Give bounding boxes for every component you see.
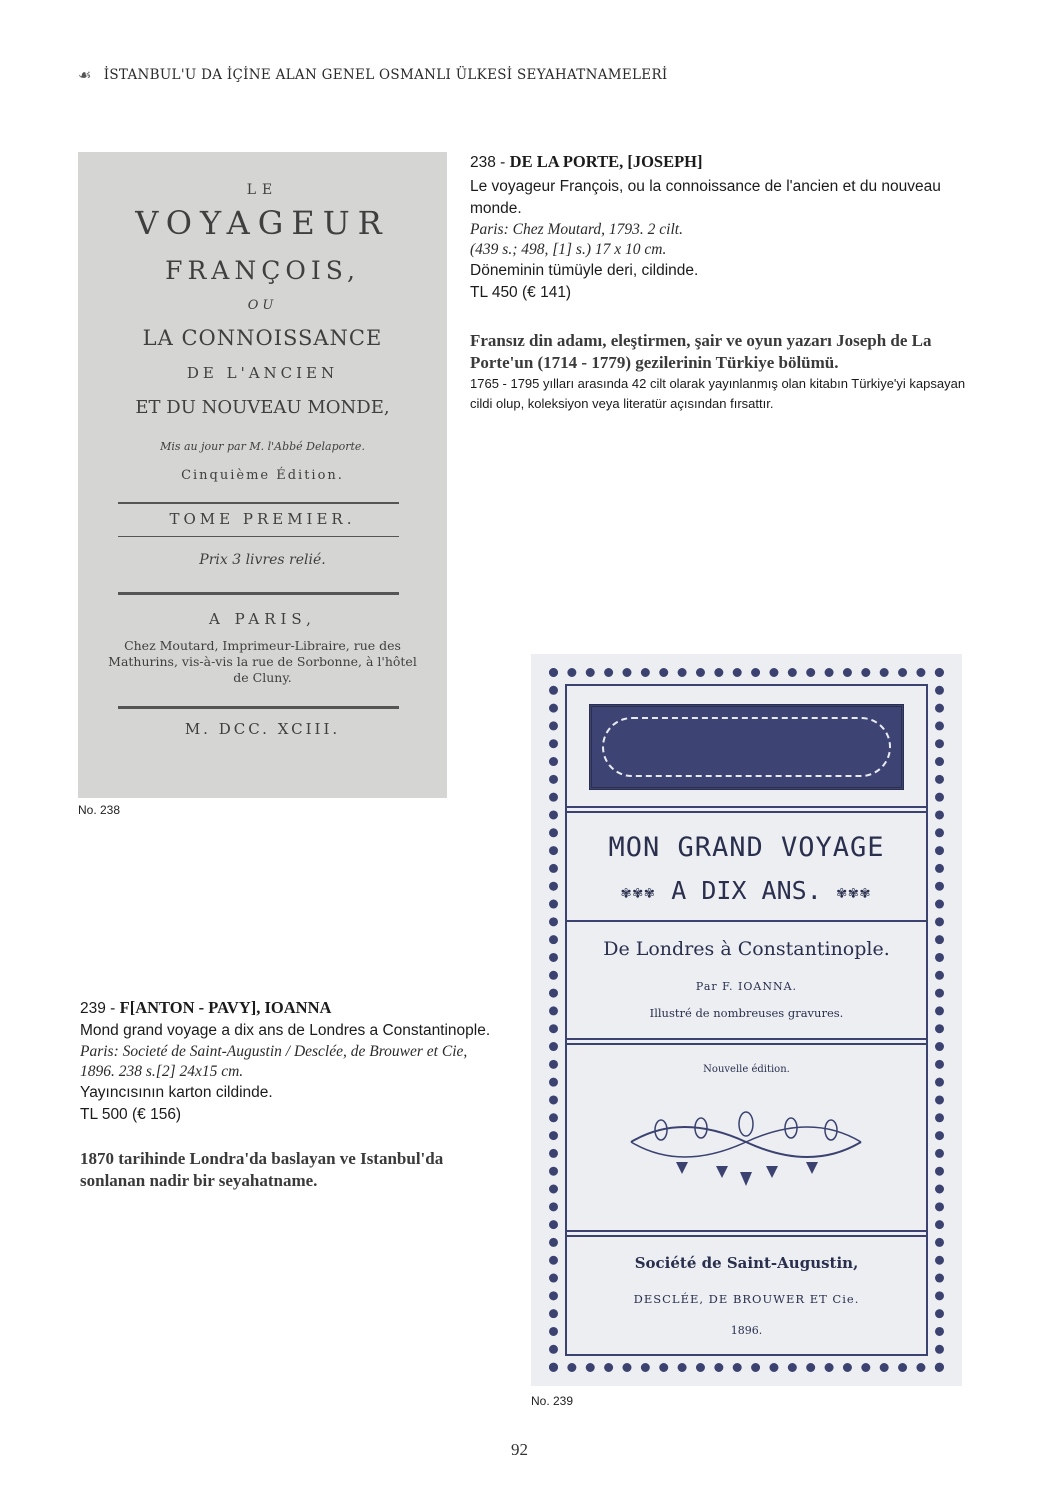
book-title: Mond grand voyage a dix ans de Londres a Constantinople. (80, 1022, 491, 1039)
cover-line: LA CONNOISSANCE (142, 326, 383, 350)
cover-line: Mis au jour par M. l'Abbé Delaporte. (160, 440, 365, 453)
author: DE LA PORTE, [JOSEPH] (509, 152, 703, 171)
cover-author: Par F. IOANNA. (695, 980, 798, 993)
floral-vine-icon (621, 1102, 871, 1202)
publication-line: (439 s.; 498, [1] s.) 17 x 10 cm. (470, 241, 667, 258)
figure-caption-239: No. 239 (531, 1394, 574, 1408)
cover-line: VOYAGEUR (135, 204, 390, 242)
cover-rule (565, 1038, 928, 1040)
cover-rule (118, 706, 399, 709)
cover-rule (565, 811, 928, 813)
fleuron-icon: ✾✾✾ (621, 882, 657, 902)
cover-line: ET DU NOUVEAU MONDE, (135, 397, 390, 418)
fleuron-icon: ☙ (78, 66, 92, 84)
running-header (78, 66, 668, 84)
description-bold: 1870 tarihinde Londra'da baslayan ve Istanbul'da sonlanan nadir bir seyahatname. (80, 1149, 444, 1190)
cover-line: TOME PREMIER. (169, 510, 356, 528)
cover-rule (118, 536, 399, 537)
description-small: 1765 - 1795 yılları arasında 42 cilt olarak yayınlanmış olan kitabın Türkiye'yi kapsayan cildi olup, koleksiyon veya literatür açısından fırsattır. (470, 376, 966, 411)
book-title: Le voyageur François, ou la connoissance de l'ancien et du nouveau monde. (470, 178, 941, 217)
cover-line: Nouvelle édition. (703, 1064, 790, 1075)
lot-number: 239 - (80, 1000, 116, 1017)
cover-title: MON GRAND VOYAGE (608, 832, 885, 863)
publication-line: 1896. 238 s.[2] 24x15 cm. (80, 1063, 244, 1080)
cover-publisher: Société de Saint-Augustin, (634, 1254, 859, 1272)
description-bold: Fransız din adamı, eleştirmen, şair ve oyun yazarı Joseph de La Porte'un (1714 - 1779) gezilerinin Türkiye bölümü. (470, 331, 932, 372)
cover-line: DESCLÉE, DE BROUWER ET Cie. (633, 1292, 860, 1306)
cover-year: 1896. (730, 1324, 763, 1337)
binding: Yayıncısının karton cildinde. (80, 1084, 273, 1101)
publication-line: Paris: Chez Moutard, 1793. 2 cilt. (470, 221, 683, 238)
cover-rule (118, 592, 399, 595)
figure-caption-238: No. 238 (78, 803, 121, 817)
cover-line: Illustré de nombreuses gravures. (649, 1006, 844, 1020)
price: TL 450 (€ 141) (470, 284, 572, 301)
publication-line: Paris: Societé de Saint-Augustin / Desclée, de Brouwer et Cie, (80, 1043, 468, 1060)
cover-line: Chez Moutard, Imprimeur-Libraire, rue des Mathurins, vis-à-vis la rue de Sorbonne, à l'hôtel de Cluny. (108, 638, 417, 685)
cover-line: A PARIS, (209, 610, 316, 628)
cover-rule (118, 502, 399, 504)
cover-rule (565, 1230, 928, 1232)
cover-line: LE (246, 182, 279, 198)
binding: Döneminin tümüyle deri, cildinde. (470, 262, 699, 279)
page-number: 92 (511, 1440, 528, 1459)
catalog-entry-238 (470, 151, 970, 414)
cover-line: Prix 3 livres relié. (199, 552, 326, 568)
lot-number: 238 - (470, 154, 506, 171)
cover-line: DE L'ANCIEN (186, 364, 339, 382)
running-title: İSTANBUL'U DA İÇİNE ALAN GENEL OSMANLI ÜLKESİ SEYAHATNAMELERİ (103, 67, 668, 83)
cover-rule (565, 1043, 928, 1045)
ornament-panel-icon (589, 704, 904, 790)
cover-line: FRANÇOIS, (165, 256, 360, 285)
cover-title-line: A DIX ANS. (671, 876, 822, 905)
book-cover-239 (531, 654, 962, 1386)
catalog-entry-239 (80, 997, 505, 1192)
book-cover-238 (78, 152, 447, 798)
cover-line: OU (247, 298, 278, 313)
cover-line: M. DCC. XCIII. (184, 720, 341, 738)
fleuron-icon: ✾✾✾ (836, 882, 872, 902)
cover-title (531, 876, 962, 905)
cover-line: Cinquième Édition. (181, 468, 344, 483)
cover-rule (565, 920, 928, 922)
cover-rule (565, 806, 928, 808)
cover-subtitle: De Londres à Constantinople. (603, 938, 890, 960)
cover-rule (565, 1235, 928, 1237)
author: F[ANTON - PAVY], IOANNA (119, 998, 332, 1017)
price: TL 500 (€ 156) (80, 1106, 182, 1123)
